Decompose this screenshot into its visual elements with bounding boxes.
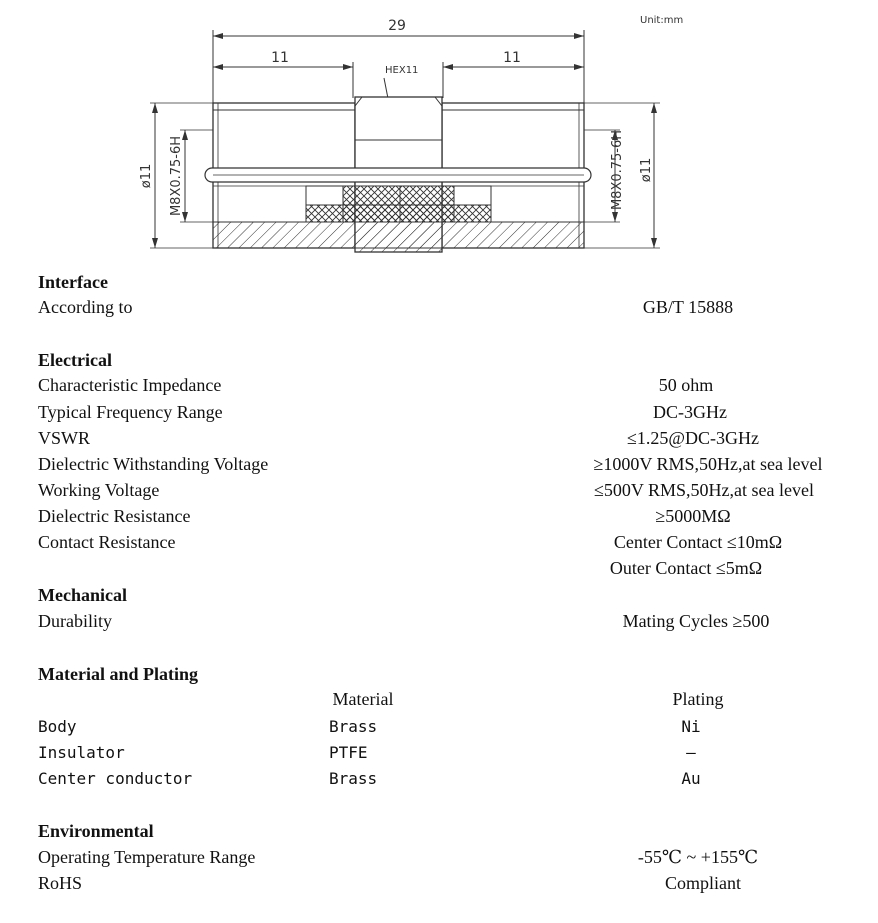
spec-value: ≥5000MΩ xyxy=(655,506,731,526)
spec-label: RoHS xyxy=(38,873,83,893)
spec-value: Center Contact ≤10mΩ xyxy=(613,532,783,552)
mechanical-heading: Mechanical xyxy=(38,585,127,605)
spec-value: Mating Cycles ≥500 xyxy=(622,611,770,631)
part-name: Insulator xyxy=(38,743,125,762)
part-name: Body xyxy=(38,717,77,736)
part-material: Brass xyxy=(329,769,378,788)
spec-value: GB/T 15888 xyxy=(642,297,734,317)
electrical-heading: Electrical xyxy=(38,350,112,370)
part-name: Center conductor xyxy=(38,769,193,788)
material-heading: Material and Plating xyxy=(38,664,198,684)
spec-label: Typical Frequency Range xyxy=(38,402,223,422)
spec-value: DC-3GHz xyxy=(653,402,727,422)
thread-left: M8X0.75-6H xyxy=(169,135,184,217)
spec-value: ≥1000V RMS,50Hz,at sea level xyxy=(593,454,823,474)
spec-value: 50 ohm xyxy=(658,375,714,395)
part-plating: — xyxy=(686,743,696,762)
hex-label: HEX11 xyxy=(385,65,419,76)
spec-value: Outer Contact ≤5mΩ xyxy=(609,558,763,578)
spec-value: ≤500V RMS,50Hz,at sea level xyxy=(593,480,815,500)
spec-label: Working Voltage xyxy=(38,480,160,500)
interface-heading: Interface xyxy=(38,272,108,292)
material-column-header: Material xyxy=(332,689,394,709)
spec-label: Operating Temperature Range xyxy=(38,847,256,867)
spec-label: Characteristic Impedance xyxy=(38,375,222,395)
dim-right: 11 xyxy=(503,50,521,66)
dia-right: ø11 xyxy=(639,157,654,183)
thread-right: M8X0.75-6H xyxy=(610,129,625,211)
spec-label: VSWR xyxy=(38,428,91,448)
dim-left: 11 xyxy=(271,50,289,66)
spec-label: Durability xyxy=(38,611,112,631)
spec-value: Compliant xyxy=(665,873,741,893)
part-plating: Ni xyxy=(681,717,701,736)
spec-label: According to xyxy=(38,297,133,317)
plating-column-header: Plating xyxy=(672,689,724,709)
spec-value: ≤1.25@DC-3GHz xyxy=(627,428,759,448)
part-plating: Au xyxy=(681,769,701,788)
spec-value: -55℃ ~ +155℃ xyxy=(637,847,759,867)
dia-left: ø11 xyxy=(139,163,154,189)
unit-label: Unit:mm xyxy=(640,15,684,26)
part-material: Brass xyxy=(329,717,378,736)
part-material: PTFE xyxy=(329,743,368,762)
dim-total: 29 xyxy=(388,18,406,34)
spec-label: Dielectric Withstanding Voltage xyxy=(38,454,269,474)
environmental-heading: Environmental xyxy=(38,821,154,841)
spec-label: Contact Resistance xyxy=(38,532,176,552)
spec-label: Dielectric Resistance xyxy=(38,506,191,526)
